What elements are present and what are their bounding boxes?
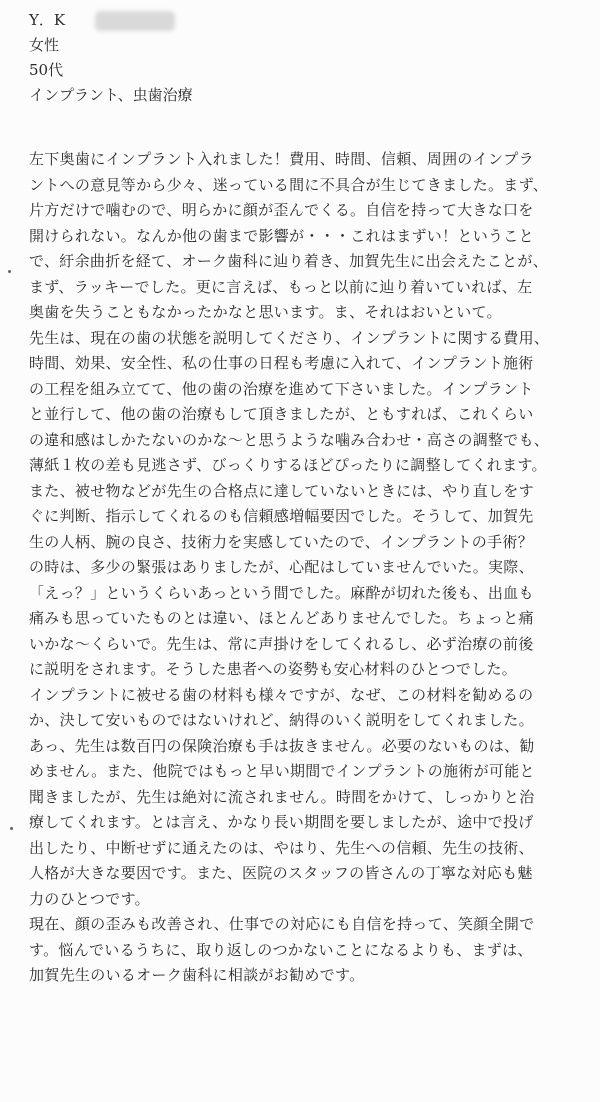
author-name-row [29,8,193,33]
testimonial-line: 痛みも思っていたものとは違い、ほとんどありませんでした。ちょっと痛 [29,609,534,627]
testimonial-line: 片方だけで噛むので、明らかに顔が歪んでくる。自信を持って大きな口を [29,201,534,219]
author-age: 50代 [29,61,64,79]
testimonial-line: の時は、多少の緊張はありましたが、心配はしていませんでいた。実際、 [29,558,534,576]
testimonial-line: と並行して、他の歯の治療もして頂きましたが、ともすれば、これくらい [29,405,534,423]
testimonial-line: まず、ラッキーでした。更に言えば、もっと以前に辿り着いていれば、左 [29,277,533,296]
author-gender: 女性 [29,36,60,54]
testimonial-line: 奥歯を失うこともなかったかなと思います。ま、それはおいといて。 [29,303,502,321]
testimonial-line: に説明をされます。そうした患者への姿勢も安心材料のひとつでした。 [29,660,518,678]
author-name: Y．K [29,11,66,29]
testimonial-line: 薄紙１枚の差も見逃さず、びっくりするほどぴったりに調整してくれます。 [29,456,547,474]
testimonial-line: 力のひとつです。 [29,889,150,908]
testimonial-line: の違和感はしかたないのかな〜と思うような噛み合わせ・高さの調整でも、 [29,430,550,449]
testimonial-line: 出したり、中断せずに通えたのは、やはり、先生への信頼、先生の技術、 [29,838,534,857]
redacted-surname [95,11,175,31]
testimonial-line: 「えっ？」というくらいあっという間でした。麻酔が切れた後も、出血も [29,583,534,602]
testimonial-line: また、被せ物などが先生の合格点に達していないときには、やり直しをす [29,481,534,500]
testimonial-line: 加賀先生のいるオーク歯科に相談がお勧めです。 [29,966,365,984]
testimonial-line: で、紆余曲折を経て、オーク歯科に辿り着き、加賀先生に出会えたことが、 [29,252,549,270]
testimonial-line: 先生は、現在の歯の状態を説明してくださり、インプラントに関する費用、 [29,328,550,347]
testimonial-body [29,147,549,989]
testimonial-line: 左下奥歯にインプラント入れました！費用、時間、信頼、周囲のインプラ [29,150,534,168]
testimonial-line: 時間、効果、安全性、私の仕事の日程も考慮に入れて、インプラント施術 [29,354,534,372]
testimonial-line: いかな〜くらいで。先生は、常に声掛けをしてくれるし、必ず治療の前後 [29,634,534,653]
testimonial-line: あっ、先生は数百円の保険治療も手は抜きません。必要のないものは、勧 [29,736,535,755]
testimonial-line: か、決して安いものではないけれど、納得のいく説明をしてくれました。 [29,711,534,729]
testimonial-line: 現在、顔の歪みも改善され、仕事での対応にも自信を持って、笑顔全開で [29,915,535,933]
author-info [29,8,193,108]
testimonial-line: 聞きましたが、先生は絶対に流されません。時間をかけて、しっかりと治 [29,787,535,806]
testimonial-line: す。悩んでいるうちに、取り返しのつかないことになるよりも、まずは、 [29,940,533,959]
scan-speck [8,270,11,273]
testimonial-line: ントへの意見等から少々、迷っている間に不具合が生じてきました。まず、 [29,175,549,194]
testimonial-line: インプラントに被せる歯の材料も様々ですが、なぜ、この材料を勧めるの [29,685,534,704]
testimonial-line: めません。また、他院ではもっと早い期間でインプラントの施術が可能と [29,762,535,780]
testimonial-line: 療してくれます。とは言え、かなり長い期間を要しましたが、途中で投げ [29,813,534,831]
testimonial-line: ぐに判断、指示してくれるのも信頼感増幅要因でした。そうして、加賀先 [29,507,534,525]
testimonial-line: の工程を組み立てて、他の歯の治療を進めて下さいました。インプラント [29,379,534,398]
testimonial-line: 人格が大きな要因です。また、医院のスタッフの皆さんの丁寧な対応も魅 [29,864,533,882]
testimonial-line: 生の人柄、腕の良さ、技術力を実感していたので、インプラントの手術？ [29,532,534,551]
testimonial-line: 開けられない。なんか他の歯まで影響が・・・これはまずい！ということ [29,226,534,245]
treatment-type: インプラント、虫歯治療 [29,86,193,104]
scan-speck [10,827,13,830]
